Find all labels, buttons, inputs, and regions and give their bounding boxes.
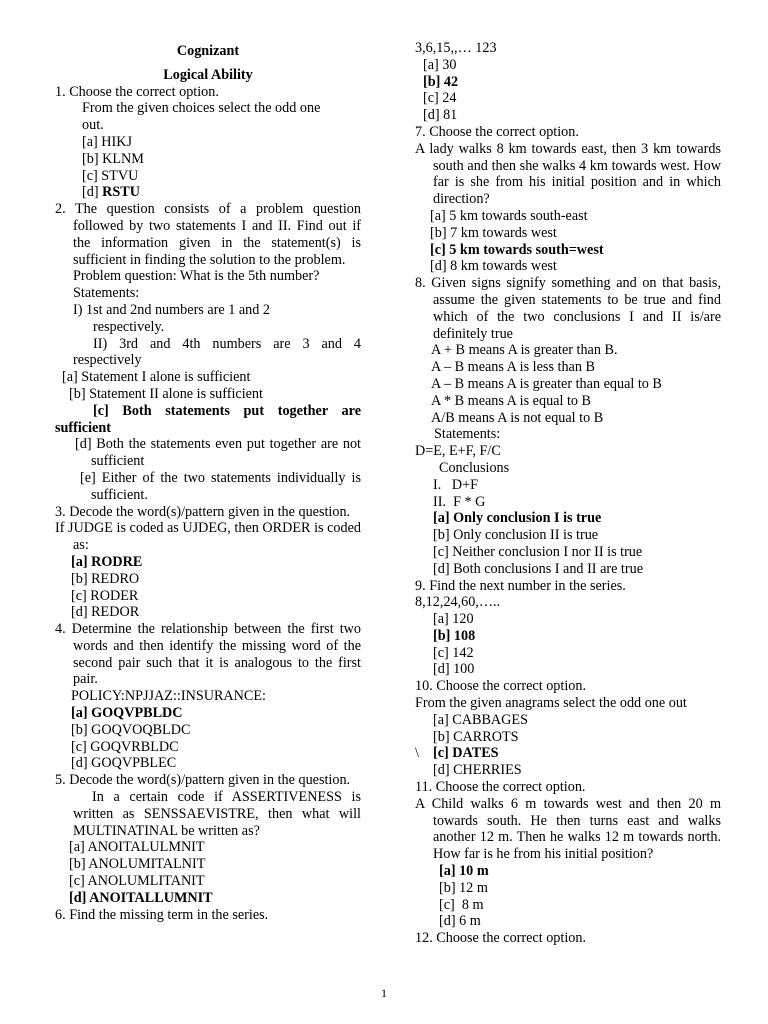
question-text: A Child walks 6 m towards west and then 20 m towards south. He then turns east and walks another 12 m. Then he walks 12 m towards north. How far is he from his initial position?	[415, 795, 721, 863]
option-c: [c] STVU	[82, 167, 139, 184]
conclusion-1: I. D+F	[433, 476, 479, 493]
option-c: [c] 24	[423, 90, 457, 107]
statements-heading: Statements:	[434, 426, 501, 443]
question-9	[415, 578, 721, 679]
problem-question: Problem question: What is the 5th number?	[73, 268, 320, 285]
document-title: Cognizant	[176, 43, 240, 59]
question-stem: 4. Determine the relationship between the first two words and then identify the missing word of the second pair such that it is analogous to the first pair.	[55, 621, 361, 688]
conclusions-heading: Conclusions	[439, 459, 510, 476]
question-text: In a certain code if ASSERTIVENESS is written as SENSSAEVISTRE, then what will MULTINATINAL be written as?	[73, 789, 361, 839]
series: 8,12,24,60,…..	[415, 594, 501, 611]
rule-1: A + B means A is greater than B.	[431, 342, 618, 359]
option-d: [d] 6 m	[439, 913, 481, 930]
option-b: [b] CARROTS	[433, 728, 519, 745]
option-a: [a] ANOITALULMNIT	[69, 839, 205, 856]
question-6-continued	[415, 40, 721, 124]
rule-2: A – B means A is less than B	[431, 359, 595, 376]
statement-1: I) 1st and 2nd numbers are 1 and 2	[73, 301, 270, 318]
question-5	[55, 772, 361, 906]
conclusion-2: II. F * G	[433, 493, 486, 510]
option-c: [c] GOQVRBLDC	[71, 738, 179, 755]
option-c-correct: [c] Both statements put together are sufficient	[55, 402, 361, 436]
question-stem: 2. The question consists of a problem question followed by two statements I and II. Find out if the information given in the statement(s) is sufficient in finding the solution to the problem.	[55, 201, 361, 268]
question-text: POLICY:NPJJAZ::INSURANCE:	[71, 688, 266, 705]
option-e: [e] Either of the two statements individually is sufficient.	[80, 469, 361, 503]
question-instruction: From the given choices select the odd one	[82, 100, 321, 117]
option-b: [b] 12 m	[439, 879, 488, 896]
question-text: If JUDGE is coded as UJDEG, then ORDER is coded as:	[55, 520, 361, 554]
option-c: [c] RODER	[71, 587, 139, 604]
rule-4: A * B means A is equal to B	[431, 392, 592, 409]
option-c: [c] 8 m	[439, 896, 484, 913]
option-a-correct: [a] 10 m	[439, 863, 489, 880]
statements-heading: Statements:	[73, 285, 140, 302]
option-d: [d] REDOR	[71, 604, 140, 621]
question-10	[415, 678, 721, 779]
option-a: [a] 120	[433, 611, 474, 628]
option-b: [b] REDRO	[71, 570, 140, 587]
option-d: [d] 81	[423, 107, 458, 124]
statement-2: II) 3rd and 4th numbers are 3 and 4 respectively	[73, 335, 361, 369]
question-6-stem: 6. Find the missing term in the series.	[55, 906, 269, 923]
option-c: [c] Neither conclusion I nor II is true	[433, 543, 643, 560]
option-a: [a] HIKJ	[82, 133, 133, 150]
statement-1-cont: respectively.	[93, 318, 165, 335]
series: 3,6,15,,… 123	[415, 40, 497, 56]
option-b: [b] GOQVOQBLDC	[71, 721, 191, 738]
option-d: [d] Both conclusions I and II are true	[433, 560, 643, 577]
question-2	[55, 201, 361, 503]
option-d: [d] Both the statements even put together are not sufficient	[75, 436, 361, 470]
option-c: [c] ANOLUMLITANIT	[69, 873, 205, 890]
page-number: 1	[381, 986, 387, 1000]
option-a-correct: [a] Only conclusion I is true	[433, 510, 602, 527]
question-8	[415, 275, 721, 577]
question-4	[55, 621, 361, 772]
left-column	[55, 40, 361, 923]
question-7	[415, 124, 721, 275]
option-a: [a] 5 km towards south-east	[430, 207, 588, 224]
option-b-correct: [b] 42	[423, 73, 459, 90]
option-b: [b] ANOLUMITALNIT	[69, 856, 206, 873]
option-a-correct: [a] GOQVPBLDC	[71, 705, 183, 722]
option-b: [b] KLNM	[82, 150, 144, 167]
option-b-correct: [b] 108	[433, 627, 476, 644]
option-d: [d] 100	[433, 661, 475, 678]
question-12-stem: 12. Choose the correct option.	[415, 930, 586, 947]
option-b: [b] Only conclusion II is true	[433, 527, 599, 544]
question-stem: 10. Choose the correct option.	[415, 678, 586, 695]
question-text: A lady walks 8 km towards east, then 3 km towards south and then she walks 4 km towards west. How far is she from his initial position and in which direction?	[415, 140, 721, 208]
option-c: [c] 142	[433, 644, 474, 661]
option-d: [d] 8 km towards west	[430, 258, 557, 275]
rule-3: A – B means A is greater than equal to B	[431, 375, 662, 392]
option-b: [b] 7 km towards west	[430, 224, 557, 241]
question-stem: 9. Find the next number in the series.	[415, 577, 626, 594]
option-a: [a] Statement I alone is sufficient	[62, 369, 251, 386]
given-statements: D=E, E+F, F/C	[415, 443, 501, 460]
option-label: [d]	[82, 184, 103, 201]
question-text: From the given anagrams select the odd one out	[415, 695, 687, 712]
option-c-correct: [c] 5 km towards south=west	[430, 241, 604, 258]
question-3	[55, 504, 361, 622]
question-1	[55, 84, 361, 202]
option-d: [d] CHERRIES	[433, 762, 522, 779]
question-stem: 8. Given signs signify something and on that basis, assume the given statements to be true and find which of the two conclusions I and II is/are definitely true	[415, 275, 721, 342]
option-a: [a] 30	[423, 56, 457, 73]
question-stem: 1. Choose the correct option.	[55, 83, 219, 100]
option-d	[55, 184, 361, 201]
question-stem: 5. Decode the word(s)/pattern given in the question.	[55, 772, 351, 789]
question-stem: 11. Choose the correct option.	[415, 779, 586, 796]
option-d-correct: [d] ANOITALLUMNIT	[69, 889, 213, 906]
option-c-correct: [c] DATES	[433, 745, 499, 762]
option-a: [a] CABBAGES	[433, 711, 528, 728]
option-b: [b] Statement II alone is sufficient	[69, 385, 263, 402]
stray-backslash: \	[415, 745, 419, 762]
question-instruction: out.	[82, 117, 104, 134]
option-a-correct: [a] RODRE	[71, 553, 143, 570]
rule-5: A/B means A is not equal to B	[431, 409, 604, 426]
question-stem: 3. Decode the word(s)/pattern given in the question.	[55, 503, 351, 520]
option-c-row	[415, 745, 721, 762]
section-title: Logical Ability	[163, 66, 253, 83]
option-d: [d] GOQVPBLEC	[71, 755, 177, 772]
right-column	[415, 40, 721, 947]
question-stem: 7. Choose the correct option.	[415, 123, 579, 140]
correct-answer: RSTU	[102, 184, 140, 201]
question-11	[415, 779, 721, 930]
